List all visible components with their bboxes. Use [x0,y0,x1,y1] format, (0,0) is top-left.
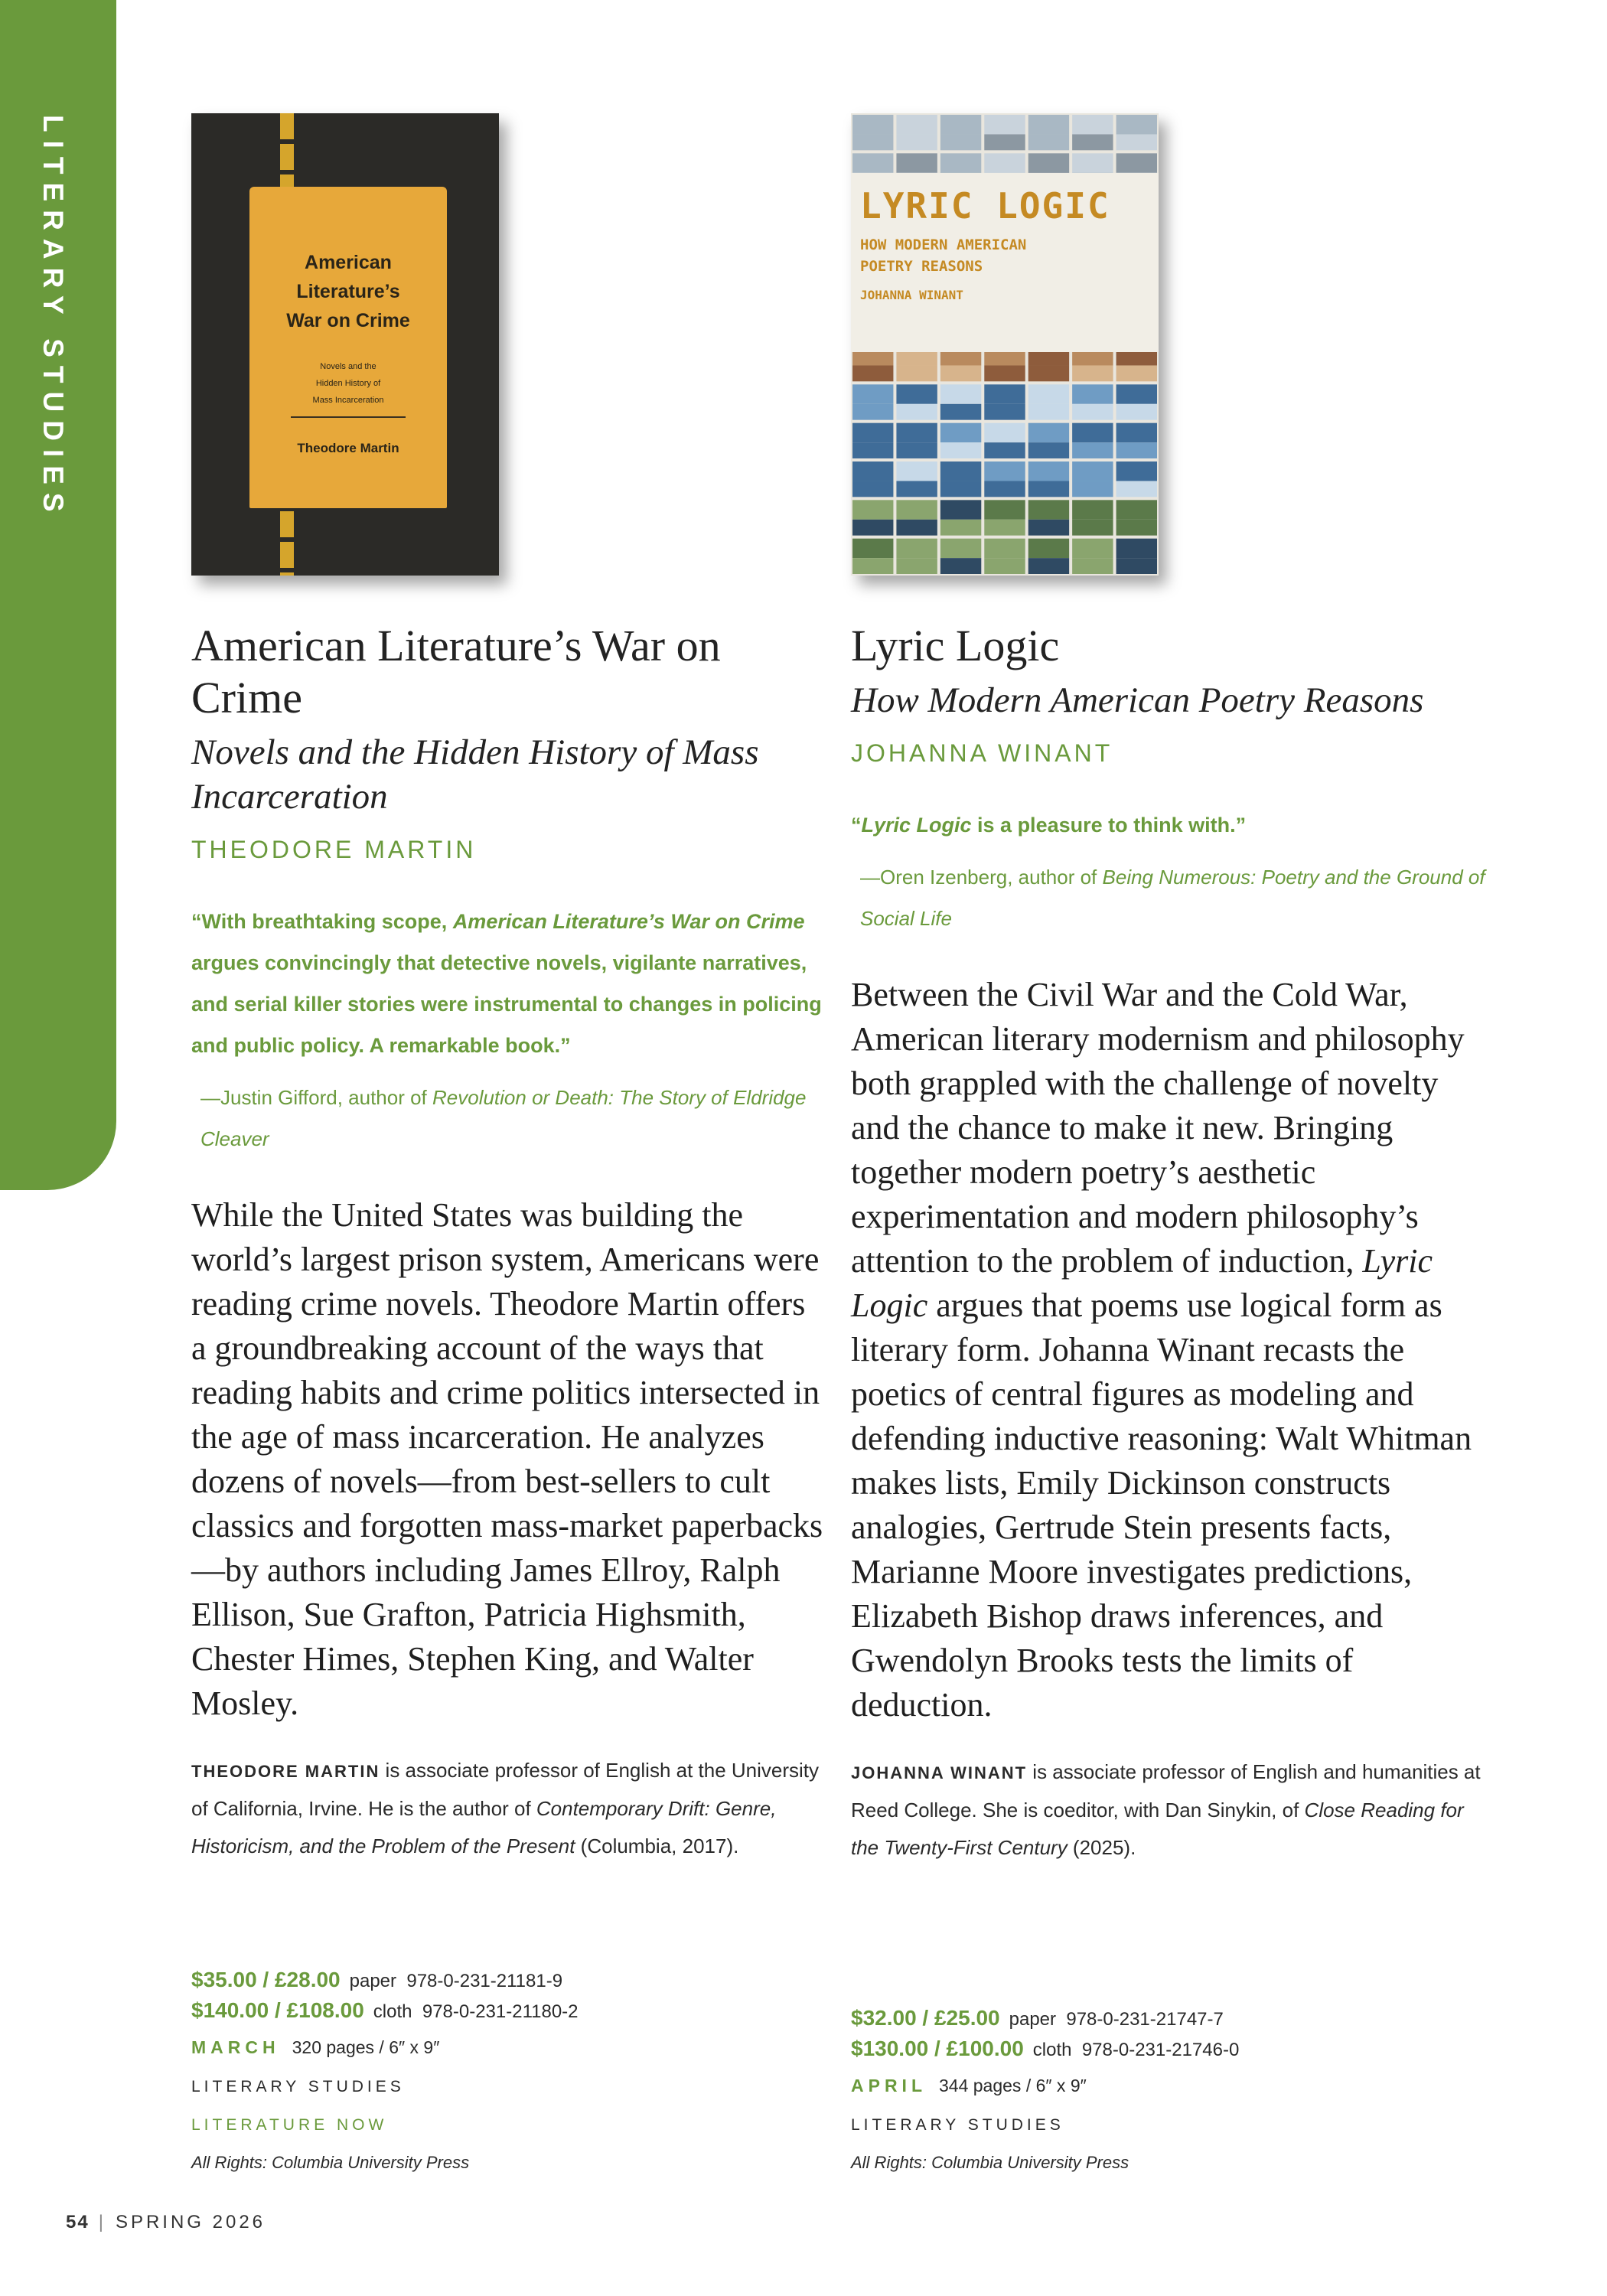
mosaic-tile [1028,481,1069,497]
book-meta-right [851,2004,1486,2173]
book-subtitle: Novels and the Hidden History of Mass Incarceration [191,732,759,817]
mosaic-tile [852,423,893,442]
page-footer: 54 | SPRING 2026 [66,2212,266,2232]
mosaic-tile [984,404,1025,420]
mosaic-tile [1116,384,1157,403]
mosaic-tile [984,481,1025,497]
book-entry-right [851,113,1486,1867]
book-meta-left [191,1965,826,2173]
cover-title-band [851,173,1159,352]
cover-subtitle: HOW MODERN AMERICAN POETRY REASONS [860,236,1027,275]
mosaic-tile [1072,115,1113,134]
mosaic-tile [1116,365,1157,381]
book-subtitle: How Modern American Poetry Reasons [851,680,1424,720]
mosaic-tile [852,134,893,150]
mosaic-tile [940,481,981,497]
mosaic-tile [896,558,937,574]
mosaic-tile [1116,539,1157,558]
mosaic-tile [852,404,893,420]
mosaic-tile [1028,153,1069,172]
mosaic-tile [1072,520,1113,536]
mosaic-tile [984,153,1025,172]
mosaic-tile [1072,384,1113,403]
price-row: $35.00 / £28.00 paper 978-0-231-21181-9 [191,1968,563,1991]
mosaic-tile [1028,423,1069,442]
mosaic-tile [1028,558,1069,574]
mosaic-tile [940,115,981,134]
price-row: $140.00 / £108.00 cloth 978-0-231-21180-2 [191,1998,579,2022]
mosaic-tile [1028,520,1069,536]
cover-title: LYRIC LOGIC [860,185,1110,227]
mosaic-tile [1028,115,1069,134]
book-author: THEODORE MARTIN [191,836,477,863]
mosaic-tile [940,404,981,420]
mosaic-tile [852,461,893,481]
mosaic-tile [1028,384,1069,403]
mosaic-tile [852,365,893,381]
mosaic-tile [1116,461,1157,481]
mosaic-tile [852,520,893,536]
mosaic-tile [984,500,1025,519]
mosaic-tile [852,442,893,458]
price-row: $130.00 / £100.00 cloth 978-0-231-21746-0 [851,2037,1240,2060]
mosaic-tile [1116,115,1157,134]
mosaic-tile [1072,134,1113,150]
mosaic-tile [984,423,1025,442]
endorsement-attribution: —Oren Izenberg, author of Being Numerous: Poetry and the Ground of Social Life [860,866,1485,930]
mosaic-tile [1028,134,1069,150]
mosaic-tile [1028,442,1069,458]
mosaic-tile [984,539,1025,558]
book-cover-image [191,113,499,576]
mosaic-tile [1116,134,1157,150]
endorsement-attribution: —Justin Gifford, author of Revolution or Death: The Story of Eldridge Cleaver [200,1086,807,1150]
book-description: Between the Civil War and the Cold War, American literary modernism and philosophy both grappled with the challenge of novelty and the chance to make it new. Bringing together modern poetry’s aesthetic experimentation and modern philosophy’s attention to the problem of induction, Lyric Logic argues that poems use logical form as literary form. Johanna Winant recasts the poetics of central figures as modeling and defending inductive reasoning: Walt Whitman makes lists, Emily Dickinson constructs analogies, Gertrude Stein presents facts, Marianne Moore investigates predictions, Elizabeth Bishop draws inferences, and Gwendolyn Brooks tests the limits of deduction. [851,976,1472,1724]
mosaic-tile [896,423,937,442]
mosaic-tile [1116,481,1157,497]
mosaic-tile [940,442,981,458]
mosaic-tile [1116,500,1157,519]
mosaic-tile [1028,500,1069,519]
cover-subtitle: Novels and the Hidden History of Mass Incarceration [312,362,384,405]
mosaic-tile [1072,442,1113,458]
mosaic-tile [1072,365,1113,381]
mosaic-tile [896,404,937,420]
page-number: 54 [66,2212,90,2232]
mosaic-tile [984,384,1025,403]
mosaic-tile [896,500,937,519]
mosaic-tile [940,539,981,558]
pub-date-specs: APRIL 344 pages / 6″ x 9″ [851,2076,1087,2095]
book-cover-image [851,113,1159,576]
subject-category: LITERARY STUDIES [851,2116,1064,2134]
cover-folder [249,187,447,508]
section-tab [0,0,116,1190]
mosaic-tile [940,461,981,481]
mosaic-tile [984,365,1025,381]
endorsement-quote: “With breathtaking scope, American Literature’s War on Crime argues convincingly that detective novels, vigilante narratives, and serial killer stories were instrumental to changes in policing and public policy. A remarkable book.” [191,910,822,1057]
rights-info: All Rights: Columbia University Press [191,2153,470,2172]
mosaic-tile [896,384,937,403]
mosaic-tile [940,384,981,403]
mosaic-tile [1072,153,1113,172]
mosaic-tile [852,153,893,172]
mosaic-tile [896,539,937,558]
mosaic-tile [940,365,981,381]
author-bio: THEODORE MARTIN is associate professor of English at the University of California, Irvine. He is the author of Contemporary Drift: Genre, Historicism, and the Problem of the Present (Columbia, 2017). [191,1759,820,1857]
mosaic-tile [1072,539,1113,558]
mosaic-tile [896,153,937,172]
mosaic-tile [940,558,981,574]
mosaic-tile [1072,500,1113,519]
price-row: $32.00 / £25.00 paper 978-0-231-21747-7 [851,2006,1224,2030]
mosaic-tile [896,115,937,134]
book-title: American Literature’s War on Crime [191,621,721,722]
cover-title: American Literature’s War on Crime [286,252,410,331]
mosaic-tile [1028,365,1069,381]
author-bio: JOHANNA WINANT is associate professor of English and humanities at Reed College. She is coeditor, with Dan Sinykin, of Close Reading for the Twenty-First Century (2025). [851,1760,1481,1859]
mosaic-tile [852,500,893,519]
mosaic-tile [852,481,893,497]
mosaic-tile [940,520,981,536]
cover-author: Theodore Martin [297,441,399,455]
mosaic-tile [1072,461,1113,481]
mosaic-tile [984,134,1025,150]
mosaic-tile [1116,558,1157,574]
mosaic-tile [984,520,1025,536]
mosaic-tile [984,115,1025,134]
section-label: LITERARY STUDIES [37,115,69,520]
mosaic-tile [852,539,893,558]
catalog-season: SPRING 2026 [115,2212,266,2232]
mosaic-tile [984,461,1025,481]
mosaic-tile [1028,461,1069,481]
mosaic-tile [940,153,981,172]
cover-author: JOHANNA WINANT [860,288,963,302]
book-author: JOHANNA WINANT [851,739,1113,767]
mosaic-tile [1072,404,1113,420]
book-description: While the United States was building the world’s largest prison system, Americans were reading crime novels. Theodore Martin offers a groundbreaking account of the ways that reading habits and crime politics intersected in the age of mass incarceration. He analyzes dozens of novels—from best-sellers to cult classics and forgotten mass-market paperbacks—by authors including James Ellroy, Ralph Ellison, Sue Grafton, Patricia Highsmith, Chester Himes, Stephen King, and Walter Mosley. [191,1196,823,1722]
pub-date-specs: MARCH 320 pages / 6″ x 9″ [191,2037,440,2057]
mosaic-tile [1116,520,1157,536]
mosaic-tile [984,558,1025,574]
mosaic-tile [1028,404,1069,420]
mosaic-tile [1116,442,1157,458]
mosaic-tile [896,520,937,536]
mosaic-tile [1072,423,1113,442]
mosaic-tile [940,500,981,519]
book-entry-left [191,113,826,1865]
mosaic-tile [1116,404,1157,420]
mosaic-tile [940,134,981,150]
mosaic-tile [940,423,981,442]
mosaic-tile [896,461,937,481]
endorsement-quote: “Lyric Logic is a pleasure to think with.” [851,814,1247,837]
mosaic-tile [896,442,937,458]
rights-info: All Rights: Columbia University Press [851,2153,1129,2172]
mosaic-tile [1116,423,1157,442]
mosaic-tile [896,365,937,381]
mosaic-tile [1028,539,1069,558]
mosaic-tile [852,558,893,574]
subject-category: LITERARY STUDIES [191,2078,405,2095]
book-title: Lyric Logic [851,621,1060,670]
mosaic-tile [1072,558,1113,574]
mosaic-tile [984,442,1025,458]
mosaic-tile [852,115,893,134]
mosaic-tile [1072,481,1113,497]
mosaic-tile [1116,153,1157,172]
series-name: LITERATURE NOW [191,2116,388,2134]
mosaic-tile [896,481,937,497]
mosaic-tile [852,384,893,403]
mosaic-tile [896,134,937,150]
